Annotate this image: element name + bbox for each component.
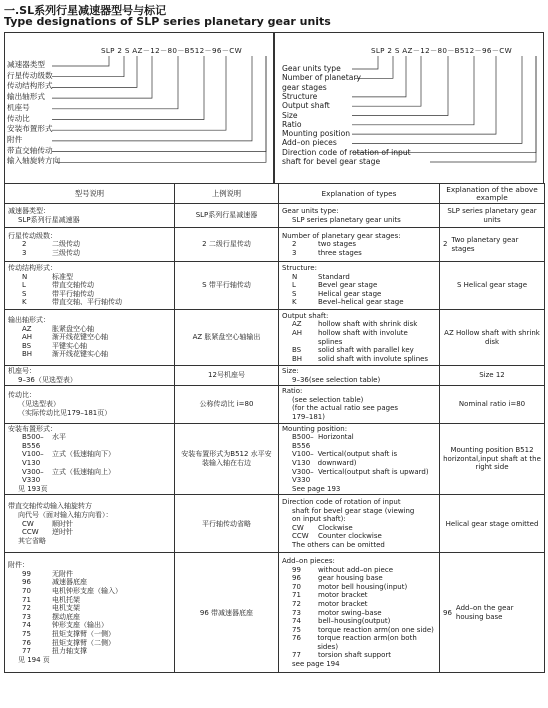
table-row: [5, 204, 545, 228]
cell-text: SLP系列行星减速器: [195, 211, 258, 220]
cell-text: 减速器类型：: [8, 206, 50, 215]
cell-text: on input shaft):: [292, 515, 346, 524]
designation-label-en: Size: [282, 110, 298, 120]
item-code: 75: [292, 625, 301, 634]
leader-line: [52, 56, 266, 152]
item-desc: 电机支架: [52, 604, 80, 613]
cell-text: Mounting position B512 horizontal,input shaft at the right side: [443, 446, 541, 472]
item-code: L: [22, 281, 26, 290]
cell-example-en: [440, 423, 545, 495]
item-code: 77: [22, 647, 31, 656]
designation-code-en: SLP 2 S AZ－12－80－B512－96－CW: [371, 46, 512, 55]
cell-example-cn: [175, 262, 279, 310]
cell-type-desc-en: [279, 366, 440, 386]
item-desc: 带平行轴传动: [52, 289, 94, 298]
item-code: L: [292, 281, 296, 290]
item-desc: 带直交轴传动: [52, 281, 94, 290]
cell-text: (see selection table): [292, 395, 364, 404]
table-row: [5, 386, 545, 423]
item-desc: 立式（低速轴向上）: [52, 467, 115, 476]
cell-text: Size 12: [479, 371, 505, 380]
leader-line: [352, 56, 536, 153]
item-code: 3: [22, 248, 27, 257]
item-desc: 顺时针: [52, 519, 73, 528]
cell-example-en: [440, 386, 545, 423]
cell-type-desc-cn: [5, 310, 175, 366]
title-en: Type designations of SLP series planetary gear units: [4, 15, 331, 28]
item-desc: 减速器底座: [52, 578, 87, 587]
leader-line: [52, 56, 178, 109]
item-code: K: [22, 298, 27, 307]
cell-type-desc-cn: [5, 495, 175, 553]
table-row: [5, 495, 545, 553]
header-type-desc-cn: 型号说明: [5, 184, 175, 204]
item-code: 71: [22, 595, 31, 604]
designation-label-en: shaft for bevel gear stage: [282, 157, 381, 166]
designation-label-en: Add–on pieces: [282, 138, 337, 148]
item-code: BH: [22, 350, 33, 359]
item-desc: Bevel–helical gear stage: [318, 298, 404, 307]
cell-text: Number of planetary gear stages:: [282, 231, 401, 240]
item-code: 75: [22, 630, 31, 638]
cell-text: 传动结构形式：: [8, 264, 57, 273]
cell-text: 平行轴传动省略: [202, 519, 251, 528]
cell-text: 96 带减速器底座: [199, 608, 254, 617]
cell-text: 向代号（面对输入轴方向看）：: [18, 510, 113, 519]
item-desc: bell–housing(output): [318, 617, 391, 626]
item-desc: Horizontal: [318, 433, 354, 442]
item-desc: splines: [318, 337, 343, 346]
cell-example-en: [440, 228, 545, 262]
designation-label-cn: 安装布置形式: [7, 124, 53, 134]
cell-example-en: [440, 366, 545, 386]
designation-label-en: Ratio: [282, 119, 302, 129]
cell-text: Nominal ratio i=80: [458, 400, 526, 409]
designation-label-en: Number of planetary: [282, 73, 361, 83]
cell-text: 2 二级行星传动: [202, 240, 251, 249]
item-code: 73: [292, 608, 301, 617]
item-code: 71: [292, 591, 301, 600]
cell-text: 12号机座号: [208, 371, 245, 380]
item-code: [282, 338, 314, 347]
cell-text: Ratio:: [282, 387, 303, 396]
item-desc: 水平: [52, 433, 66, 442]
item-desc: 扭矩支撑臂（二侧）: [52, 638, 115, 647]
designation-label-en: Output shaft: [282, 101, 330, 111]
header-example-en: Explanation of the above example: [440, 184, 545, 204]
item-desc: 扭矩支撑臂（一侧）: [52, 630, 115, 638]
table-row: [5, 262, 545, 310]
cell-type-desc-en: [279, 553, 440, 673]
item-code: 2: [22, 240, 27, 249]
leader-line: [52, 56, 226, 130]
cell-text: 传动比：: [8, 391, 36, 400]
cell-type-desc-en: [279, 228, 440, 262]
cell-text: 其它省略: [18, 536, 46, 545]
item-code: 72: [22, 604, 31, 613]
item-desc: 二级传动: [52, 240, 80, 249]
cell-text: 行星传动级数：: [8, 231, 57, 240]
item-desc: 平键实心轴: [52, 341, 87, 350]
designation-label-en: gear stages: [282, 82, 327, 92]
designation-label-en: Gear units type: [282, 64, 341, 73]
cell-type-desc-en: [279, 310, 440, 366]
item-desc: torsion shaft support: [318, 651, 392, 660]
designation-label-cn: 机座号: [7, 102, 30, 112]
cell-type-desc-en: [279, 423, 440, 495]
cell-type-desc-cn: [5, 386, 175, 423]
item-desc: 电机托架: [52, 595, 80, 604]
cell-text: 179–181): [292, 412, 325, 421]
item-desc: hollow shaft with shrink disk: [318, 320, 418, 329]
header-type-desc-en: Explanation of types: [279, 184, 440, 204]
item-code: V300–V330: [292, 467, 314, 485]
item-desc: hollow shaft with involute: [318, 328, 408, 337]
designation-label-cn: 输出轴形式: [7, 92, 45, 102]
designation-label-cn: 附件: [7, 134, 23, 144]
item-desc: Vertical(output shaft is downward): [317, 450, 398, 467]
item-desc: 逆时针: [52, 528, 73, 537]
cell-text: 9–36（见选型表）: [18, 375, 77, 384]
item-code: AH: [292, 328, 303, 337]
cell-text: 带直交轴传动输入轴旋转方: [8, 502, 92, 511]
leader-line: [352, 56, 496, 134]
cell-text: 见 193页: [18, 484, 48, 493]
item-code: K: [292, 298, 297, 307]
item-desc: Two planetary gear stages: [451, 235, 519, 253]
item-code: CW: [22, 519, 34, 528]
item-desc: two stages: [318, 240, 357, 249]
cell-text: SLP系列行星减速器: [18, 215, 80, 224]
item-code: CCW: [22, 528, 39, 537]
leader-line: [352, 56, 448, 116]
item-desc: solid shaft with involute splines: [318, 354, 429, 363]
leader-line: [352, 56, 406, 97]
item-desc: 标准型: [52, 272, 73, 281]
item-code: 99: [22, 569, 31, 578]
item-code: V100–V130: [22, 450, 44, 467]
leader-line: [355, 56, 393, 78]
item-code: 70: [292, 582, 301, 591]
item-code: AH: [22, 333, 33, 342]
item-code: 2: [443, 240, 448, 249]
item-code: 76: [22, 638, 31, 647]
item-desc: 胀紧盘空心轴: [52, 324, 94, 333]
cell-text: 附件：: [8, 561, 29, 570]
cell-text: 9–36(see selection table): [292, 375, 381, 384]
item-code: S: [292, 289, 297, 298]
designation-table: [4, 183, 545, 673]
item-desc: 钟形支座（输出）: [52, 621, 108, 630]
cell-example-en: [440, 553, 545, 673]
leader-line: [430, 56, 536, 162]
item-desc: Helical gear stage: [318, 289, 382, 298]
table-row: [5, 553, 545, 673]
item-desc: 无附件: [52, 569, 73, 578]
item-code: 74: [292, 617, 301, 626]
cell-text: Add–on pieces:: [282, 556, 335, 565]
leader-line: [352, 56, 474, 125]
item-code: AZ: [292, 320, 302, 329]
cell-text: Mounting position:: [282, 424, 348, 433]
item-desc: 扭力轴支撑: [52, 647, 87, 656]
designation-label-cn: 传动比: [7, 113, 30, 123]
cell-text: see page 194: [292, 660, 340, 669]
cell-text: Gear units type:: [282, 206, 339, 215]
item-code: 76: [292, 634, 301, 643]
item-desc: Standard: [318, 272, 350, 281]
cell-text: 机座号：: [8, 367, 36, 375]
cell-example-en: [440, 495, 545, 553]
cell-type-desc-cn: [5, 423, 175, 495]
item-desc: Clockwise: [318, 523, 353, 532]
cell-text: (for the actual ratio see pages: [292, 404, 399, 413]
cell-text: AZ 胀紧盘空心轴输出: [192, 333, 261, 342]
item-code: V100–V130: [292, 450, 314, 467]
cell-example-en: [440, 204, 545, 228]
item-code: 72: [292, 599, 301, 608]
cell-text: shaft for bevel gear stage (viewing: [292, 506, 415, 515]
item-code: S: [22, 289, 27, 298]
item-desc: 三级传动: [52, 248, 80, 257]
table-row: [5, 423, 545, 495]
cell-type-desc-en: [279, 262, 440, 310]
item-code: 96: [22, 578, 31, 587]
designation-label-en: Structure: [282, 91, 318, 101]
cell-text: 安装布置形式：: [8, 424, 57, 433]
cell-type-desc-cn: [5, 228, 175, 262]
cell-text: SLP series planetary gear units: [292, 215, 401, 224]
item-code: BS: [22, 341, 32, 350]
cell-example-cn: [175, 495, 279, 553]
item-code: V300–V330: [22, 467, 44, 485]
cell-type-desc-en: [279, 386, 440, 423]
cell-text: Size:: [282, 367, 299, 375]
cell-example-cn: [175, 386, 279, 423]
cell-text: S Helical gear stage: [456, 281, 527, 290]
cell-type-desc-cn: [5, 262, 175, 310]
title-cn: 一.SL系列行星减速器型号与标记: [4, 4, 167, 17]
item-desc: 摆动底座: [52, 612, 80, 621]
cell-text: 见 194 页: [18, 655, 50, 664]
item-desc: 电机钟形支座（输入）: [52, 587, 122, 596]
cell-text: S 带平行轴传动: [202, 281, 251, 290]
item-code: 2: [292, 240, 297, 249]
cell-text: AZ Hollow shaft with shrink disk: [444, 328, 540, 346]
cell-text: See page 193: [292, 484, 341, 493]
cell-example-en: [440, 310, 545, 366]
cell-text: 输出轴形式：: [8, 316, 50, 325]
designation-label-en: Mounting position: [282, 129, 351, 139]
cell-example-cn: [175, 366, 279, 386]
leader-line: [52, 56, 109, 66]
designation-leader-lines: [0, 0, 548, 190]
designation-label-cn: 带直交轴传动: [7, 145, 53, 155]
cell-text: Structure:: [282, 264, 317, 273]
item-desc: Counter clockwise: [318, 532, 382, 541]
cell-example-cn: [175, 310, 279, 366]
item-desc: torque reaction arm(on one side): [318, 625, 434, 634]
table-row: [5, 366, 545, 386]
designation-label-cn: 传动结构形式: [7, 81, 53, 91]
cell-example-cn: [175, 204, 279, 228]
cell-text: The others can be omitted: [292, 541, 385, 549]
table-row: [5, 228, 545, 262]
item-desc: Add–on the gear housing base: [455, 604, 514, 621]
item-desc: three stages: [318, 248, 362, 257]
designation-code-cn: SLP 2 S AZ－12－80－B512－96－CW: [101, 46, 242, 55]
item-code: 70: [22, 587, 31, 596]
cell-example-cn: [175, 423, 279, 495]
item-code: B500–B556: [22, 433, 44, 450]
cell-example-cn: [175, 228, 279, 262]
cell-type-desc-cn: [5, 553, 175, 673]
item-code: 77: [292, 651, 301, 660]
item-desc: motor bracket: [318, 591, 368, 600]
item-code: 3: [292, 248, 297, 257]
item-code: BS: [292, 346, 302, 355]
item-code: CCW: [292, 532, 309, 541]
item-code: BH: [292, 354, 303, 363]
leader-line: [352, 56, 421, 106]
item-desc: motor bracket: [318, 599, 368, 608]
cell-text: （见选型表）: [18, 400, 60, 409]
cell-type-desc-cn: [5, 204, 175, 228]
item-code: 96: [292, 574, 301, 583]
item-code: 96: [443, 608, 452, 617]
item-desc: Bevel gear stage: [318, 281, 378, 290]
item-code: 99: [292, 565, 301, 574]
item-code: AZ: [22, 324, 32, 333]
item-code: CW: [292, 523, 304, 532]
item-desc: 渐开线花键空心轴: [52, 333, 108, 342]
item-desc: 带直交轴、平行轴传动: [52, 298, 122, 307]
header-example-cn: 上例说明: [175, 184, 279, 204]
item-desc: torque reaction arm(on both sides): [317, 634, 417, 651]
cell-example-cn: [175, 553, 279, 673]
item-desc: without add–on piece: [318, 565, 394, 574]
item-code: 74: [22, 621, 31, 630]
item-desc: gear housing base: [318, 574, 383, 583]
cell-type-desc-en: [279, 204, 440, 228]
cell-text: Output shaft:: [282, 311, 329, 320]
item-desc: Vertical(output shaft is upward): [318, 467, 429, 476]
cell-text: SLP series planetary gear units: [447, 206, 537, 224]
leader-line: [352, 56, 378, 69]
item-code: 73: [22, 612, 31, 621]
item-code: B500–B556: [292, 433, 314, 450]
cell-text: （实际传动比见179–181页）: [18, 408, 112, 417]
designation-label-en: Direction code of rotation of input: [282, 147, 411, 157]
item-desc: motor bell housing(input): [318, 582, 408, 591]
designation-label-cn: 减速器类型: [7, 60, 45, 69]
item-code: N: [22, 272, 28, 281]
cell-type-desc-en: [279, 495, 440, 553]
item-desc: solid shaft with parallel key: [318, 346, 414, 355]
cell-text: 安装布置形式为B512 水平安装输入轴在右边: [181, 450, 272, 467]
item-desc: 立式（低速轴向下）: [52, 450, 115, 459]
designation-label-cn: 行星传动级数: [7, 70, 53, 80]
cell-text: Helical gear stage omitted: [445, 519, 539, 528]
item-desc: 渐开线花键实心轴: [52, 350, 108, 359]
cell-type-desc-cn: [5, 366, 175, 386]
cell-text: Direction code of rotation of input: [282, 498, 401, 507]
table-row: [5, 310, 545, 366]
designation-label-cn: 输入轴旋转方向: [7, 156, 61, 166]
item-desc: motor swing–base: [318, 608, 382, 617]
cell-example-en: [440, 262, 545, 310]
item-code: N: [292, 272, 298, 281]
cell-text: 公称传动比 i=80: [199, 400, 254, 409]
